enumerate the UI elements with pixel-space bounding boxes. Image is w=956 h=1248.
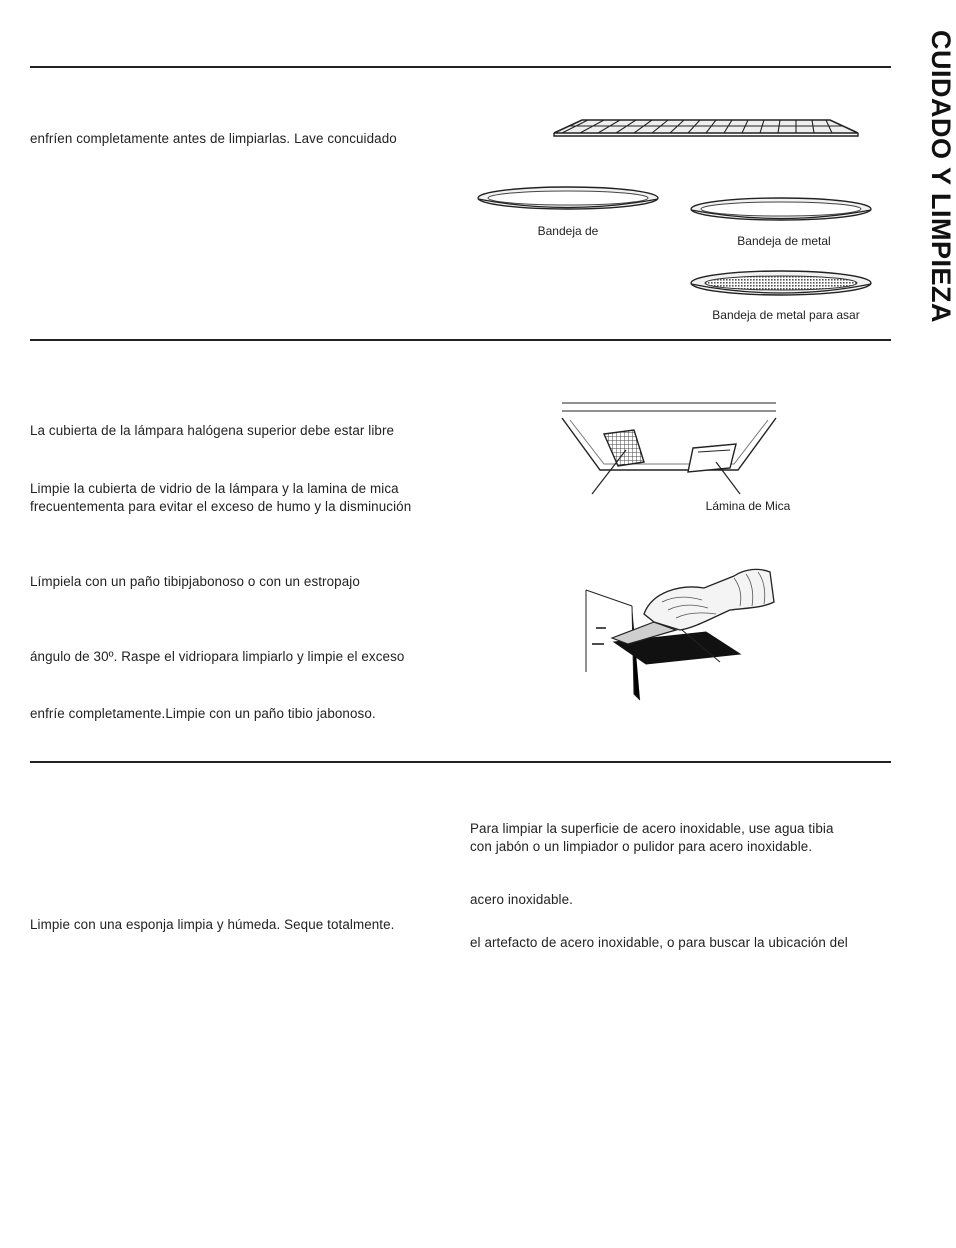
lamp-text-line-3: frecuentementa para evitar el exceso de humo y la disminución [30, 499, 412, 514]
section-divider-top [30, 66, 891, 68]
mica-caption: Lámina de Mica [705, 499, 791, 513]
glass-text-line-2: ángulo de 30º. Raspe el vidriopara limpiarlo y limpie el exceso [30, 649, 405, 664]
section-divider-bottom [30, 761, 891, 763]
steel-text-line-2: con jabón o un limpiador o pulidor para acero inoxidable. [470, 839, 813, 854]
tray-caption-2: Bandeja de metal [737, 234, 831, 248]
sponge-text: Limpie con una esponja limpia y húmeda. Seque totalmente. [30, 917, 395, 932]
steel-text-line-1: Para limpiar la superficie de acero inoxidable, use agua tibia [470, 821, 834, 836]
tray-caption-1: Bandeja de [537, 224, 599, 238]
steel-text-line-4: el artefacto de acero inoxidable, o para buscar la ubicación del [470, 935, 848, 950]
lamp-text-line-2: Limpie la cubierta de vidrio de la lámpara y la lamina de mica [30, 481, 399, 496]
glass-text-line-1: Límpiela con un paño tibipjabonoso o con un estropajo [30, 574, 360, 589]
section-title-vertical: CUIDADO Y LIMPIEZA [926, 30, 956, 324]
tray-illustration-1 [477, 186, 659, 212]
oven-rack-illustration [552, 116, 862, 138]
tray-illustration-2 [690, 197, 872, 223]
lamp-text-line-1: La cubierta de la lámpara halógena superior debe estar libre [30, 423, 395, 438]
section-divider-middle [30, 339, 891, 341]
tray-caption-3: Bandeja de metal para asar [712, 308, 860, 322]
glass-scraper-illustration [584, 562, 774, 702]
section1-body-text: enfríen completamente antes de limpiarlas. Lave concuidado [30, 131, 397, 146]
broiler-tray-illustration [690, 270, 872, 298]
glass-text-line-3: enfríe completamente.Limpie con un paño tibio jabonoso. [30, 706, 376, 721]
lamp-cover-illustration [560, 400, 780, 500]
steel-text-line-3: acero inoxidable. [470, 892, 573, 907]
